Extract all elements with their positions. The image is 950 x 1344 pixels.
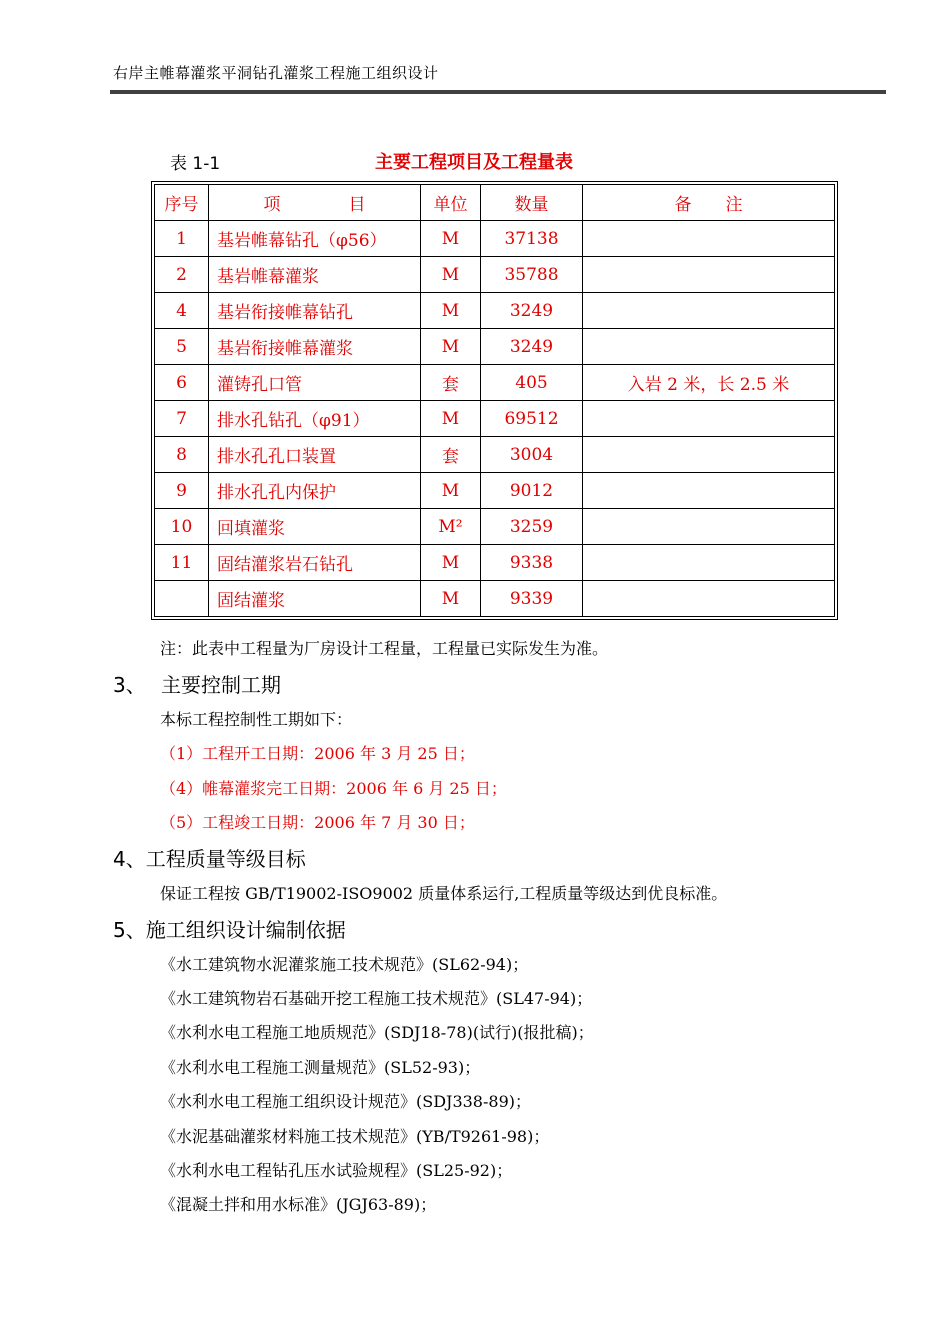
cell-no: 11 [155, 545, 209, 581]
cell-qty: 9012 [481, 473, 583, 509]
cell-unit: M² [421, 509, 481, 545]
section-4-heading: 4、工程质量等级目标 [113, 847, 306, 871]
schedule-item: （1）工程开工日期：2006 年 3 月 25 日； [160, 744, 475, 763]
cell-qty: 37138 [481, 221, 583, 257]
table-row [155, 329, 835, 365]
cell-unit: 套 [421, 437, 481, 473]
cell-item: 基岩衔接帷幕钻孔 [209, 293, 421, 329]
cell-item: 固结灌浆岩石钻孔 [209, 545, 421, 581]
cell-no: 9 [155, 473, 209, 509]
cell-item: 排水孔孔口装置 [209, 437, 421, 473]
cell-unit: M [421, 473, 481, 509]
cell-item: 回填灌浆 [209, 509, 421, 545]
quantity-table [154, 184, 835, 617]
cell-remark [583, 509, 835, 545]
cell-remark [583, 437, 835, 473]
cell-item: 基岩衔接帷幕灌浆 [209, 329, 421, 365]
cell-remark [583, 221, 835, 257]
cell-qty: 3259 [481, 509, 583, 545]
reference-item: 《水工建筑物岩石基础开挖工程施工技术规范》(SL47-94)； [160, 989, 593, 1008]
section-4-text: 保证工程按 GB/T19002-ISO9002 质量体系运行,工程质量等级达到优良标准。 [160, 884, 728, 903]
cell-no: 5 [155, 329, 209, 365]
cell-qty: 3249 [481, 329, 583, 365]
cell-remark [583, 401, 835, 437]
col-header-qty: 数量 [481, 185, 583, 221]
cell-unit: M [421, 293, 481, 329]
cell-remark: 入岩 2 米，长 2.5 米 [583, 365, 835, 401]
cell-remark [583, 473, 835, 509]
table-row [155, 221, 835, 257]
table-row [155, 365, 835, 401]
cell-qty: 35788 [481, 257, 583, 293]
section-3-intro: 本标工程控制性工期如下： [160, 710, 353, 729]
cell-no: 7 [155, 401, 209, 437]
quantity-table-frame [151, 181, 838, 620]
table-row [155, 581, 835, 617]
page-header-title: 右岸主帷幕灌浆平洞钻孔灌浆工程施工组织设计 [113, 64, 439, 82]
cell-qty: 405 [481, 365, 583, 401]
cell-qty: 3249 [481, 293, 583, 329]
table-header-row [155, 185, 835, 221]
table-row [155, 293, 835, 329]
cell-remark [583, 545, 835, 581]
table-row [155, 509, 835, 545]
cell-unit: M [421, 257, 481, 293]
reference-item: 《水工建筑物水泥灌浆施工技术规范》(SL62-94)； [160, 955, 529, 974]
reference-item: 《水泥基础灌浆材料施工技术规范》(YB/T9261-98)； [160, 1127, 550, 1146]
col-header-item: 项 目 [209, 185, 421, 221]
table-row [155, 545, 835, 581]
section-5-heading: 5、施工组织设计编制依据 [113, 918, 346, 942]
cell-no: 2 [155, 257, 209, 293]
cell-item: 基岩帷幕灌浆 [209, 257, 421, 293]
cell-no: 10 [155, 509, 209, 545]
cell-unit: M [421, 545, 481, 581]
table-id-label: 表 1-1 [170, 154, 221, 174]
cell-no: 8 [155, 437, 209, 473]
table-note: 注：此表中工程量为厂房设计工程量，工程量已实际发生为准。 [160, 639, 609, 658]
col-header-unit: 单位 [421, 185, 481, 221]
reference-item: 《水利水电工程施工地质规范》(SDJ18-78)(试行)(报批稿)； [160, 1023, 594, 1042]
cell-item: 基岩帷幕钻孔（φ56） [209, 221, 421, 257]
reference-item: 《水利水电工程钻孔压水试验规程》(SL25-92)； [160, 1161, 513, 1180]
cell-item: 固结灌浆 [209, 581, 421, 617]
cell-remark [583, 581, 835, 617]
reference-item: 《水利水电工程施工组织设计规范》(SDJ338-89)； [160, 1092, 531, 1111]
cell-unit: M [421, 221, 481, 257]
schedule-item: （4）帷幕灌浆完工日期：2006 年 6 月 25 日； [160, 779, 507, 798]
table-row [155, 437, 835, 473]
cell-no: 4 [155, 293, 209, 329]
col-header-remark: 备 注 [583, 185, 835, 221]
reference-item: 《混凝土拌和用水标准》(JGJ63-89)； [160, 1195, 437, 1214]
cell-unit: M [421, 329, 481, 365]
cell-no [155, 581, 209, 617]
cell-item: 灌铸孔口管 [209, 365, 421, 401]
cell-remark [583, 257, 835, 293]
table-row [155, 401, 835, 437]
cell-unit: M [421, 581, 481, 617]
cell-item: 排水孔钻孔（φ91） [209, 401, 421, 437]
cell-unit: M [421, 401, 481, 437]
cell-remark [583, 293, 835, 329]
section-3-number: 3、 [113, 673, 146, 697]
section-3-title: 主要控制工期 [161, 673, 281, 697]
cell-remark [583, 329, 835, 365]
reference-item: 《水利水电工程施工测量规范》(SL52-93)； [160, 1058, 481, 1077]
cell-item: 排水孔孔内保护 [209, 473, 421, 509]
cell-no: 1 [155, 221, 209, 257]
cell-qty: 9339 [481, 581, 583, 617]
cell-qty: 9338 [481, 545, 583, 581]
table-row [155, 473, 835, 509]
header-rule [110, 90, 886, 94]
cell-qty: 3004 [481, 437, 583, 473]
table-title: 主要工程项目及工程量表 [375, 152, 573, 173]
section-3-heading [113, 669, 281, 698]
cell-qty: 69512 [481, 401, 583, 437]
col-header-no: 序号 [155, 185, 209, 221]
schedule-item: （5）工程竣工日期：2006 年 7 月 30 日； [160, 813, 475, 832]
cell-unit: 套 [421, 365, 481, 401]
table-row [155, 257, 835, 293]
cell-no: 6 [155, 365, 209, 401]
